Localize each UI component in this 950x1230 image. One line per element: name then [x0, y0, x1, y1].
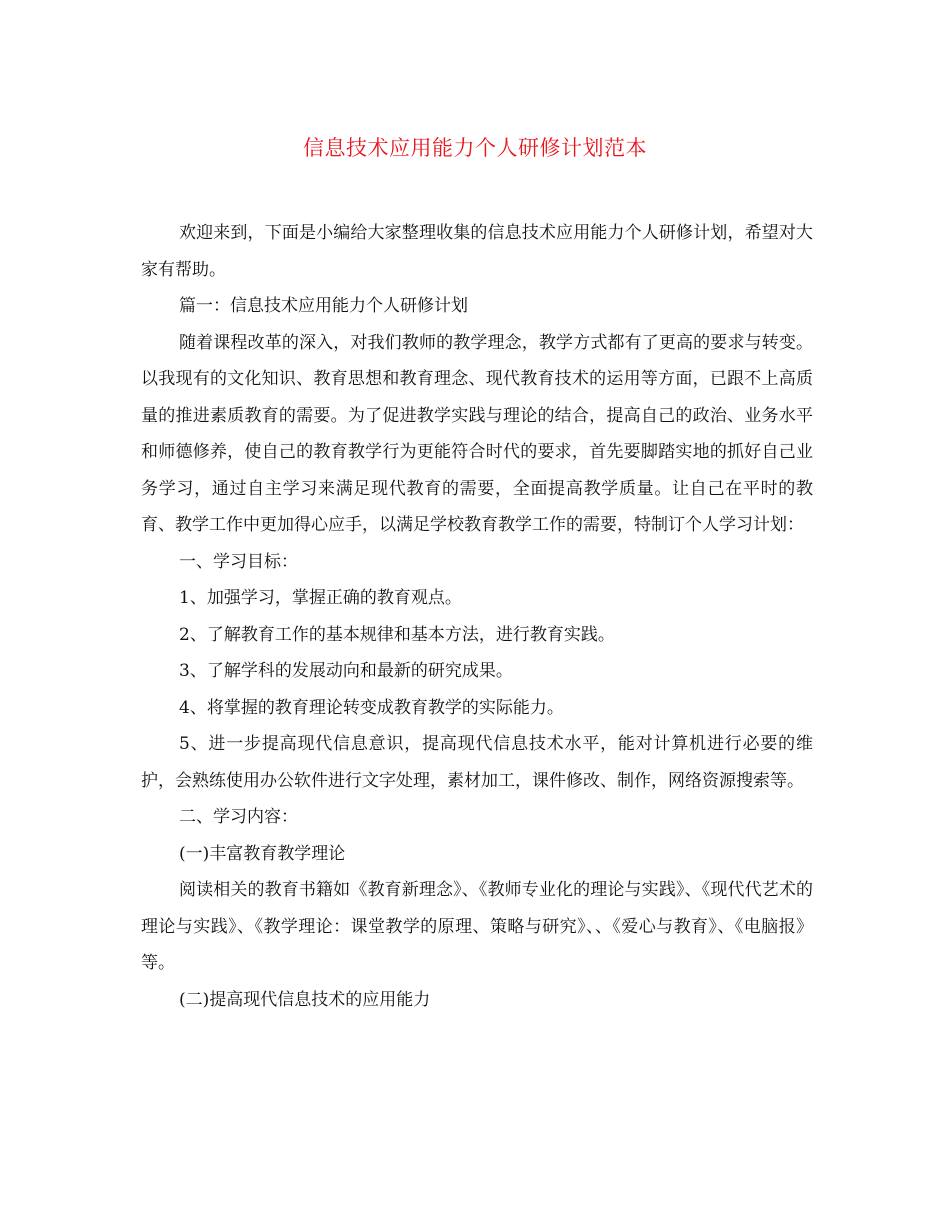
paragraph-subheading-2: (二)提高现代信息技术的应用能力: [179, 989, 431, 1010]
document-body: [141, 215, 813, 1018]
paragraph-section-heading: 篇一：信息技术应用能力个人研修计划: [179, 296, 468, 316]
paragraph-intro: 欢迎来到，下面是小编给大家整理收集的信息技术应用能力个人研修计划，希望对大家有帮助。: [141, 223, 813, 280]
paragraph-reading-list: 阅读相关的教育书籍如《教育新理念》、《教师专业化的理论与实践》、《现代代艺术的理论与实践》、《教学理论：课堂教学的原理、策略与研究》、、《爱心与教育》、《电脑报》等。: [141, 880, 813, 973]
paragraph-content-heading: 二、学习内容：: [179, 807, 298, 827]
paragraph-goal-5: 5、进一步提高现代信息意识，提高现代信息技术水平，能对计算机进行必要的维护，会熟练使用办公软件进行文字处理，素材加工，课件修改、制作，网络资源搜索等。: [141, 734, 813, 791]
paragraph-goal-3: 3、了解学科的发展动向和最新的研究成果。: [179, 661, 513, 681]
paragraph-goal-2: 2、了解教育工作的基本规律和基本方法，进行教育实践。: [179, 624, 615, 645]
paragraph-goal-1: 1、加强学习，掌握正确的教育观点。: [179, 588, 462, 608]
paragraph-goal-4: 4、将掌握的教育理论转变成教育教学的实际能力。: [179, 697, 564, 718]
document-title: 信息技术应用能力个人研修计划范本: [303, 136, 647, 160]
paragraph-goals-heading: 一、学习目标：: [179, 551, 298, 572]
paragraph-background: 随着课程改革的深入，对我们教师的教学理念，教学方式都有了更高的要求与转变。以我现有的文化知识、教育思想和教育理念、现代教育技术的运用等方面，已跟不上高质量的推进素质教育的需要。为了促进教学实践与理论的结合，提高自己的政治、业务水平和师德修养，使自己的教育教学行为更能符合时代的要求，首先要脚踏实地的抓好自己业务学习，通过自主学习来满足现代教育的需要，全面提高教学质量。让自己在平时的教育、教学工作中更加得心应手，以满足学校教育教学工作的需要，特制订个人学习计划：: [141, 332, 813, 535]
paragraph-subheading-1: (一)丰富教育教学理论: [179, 843, 346, 864]
